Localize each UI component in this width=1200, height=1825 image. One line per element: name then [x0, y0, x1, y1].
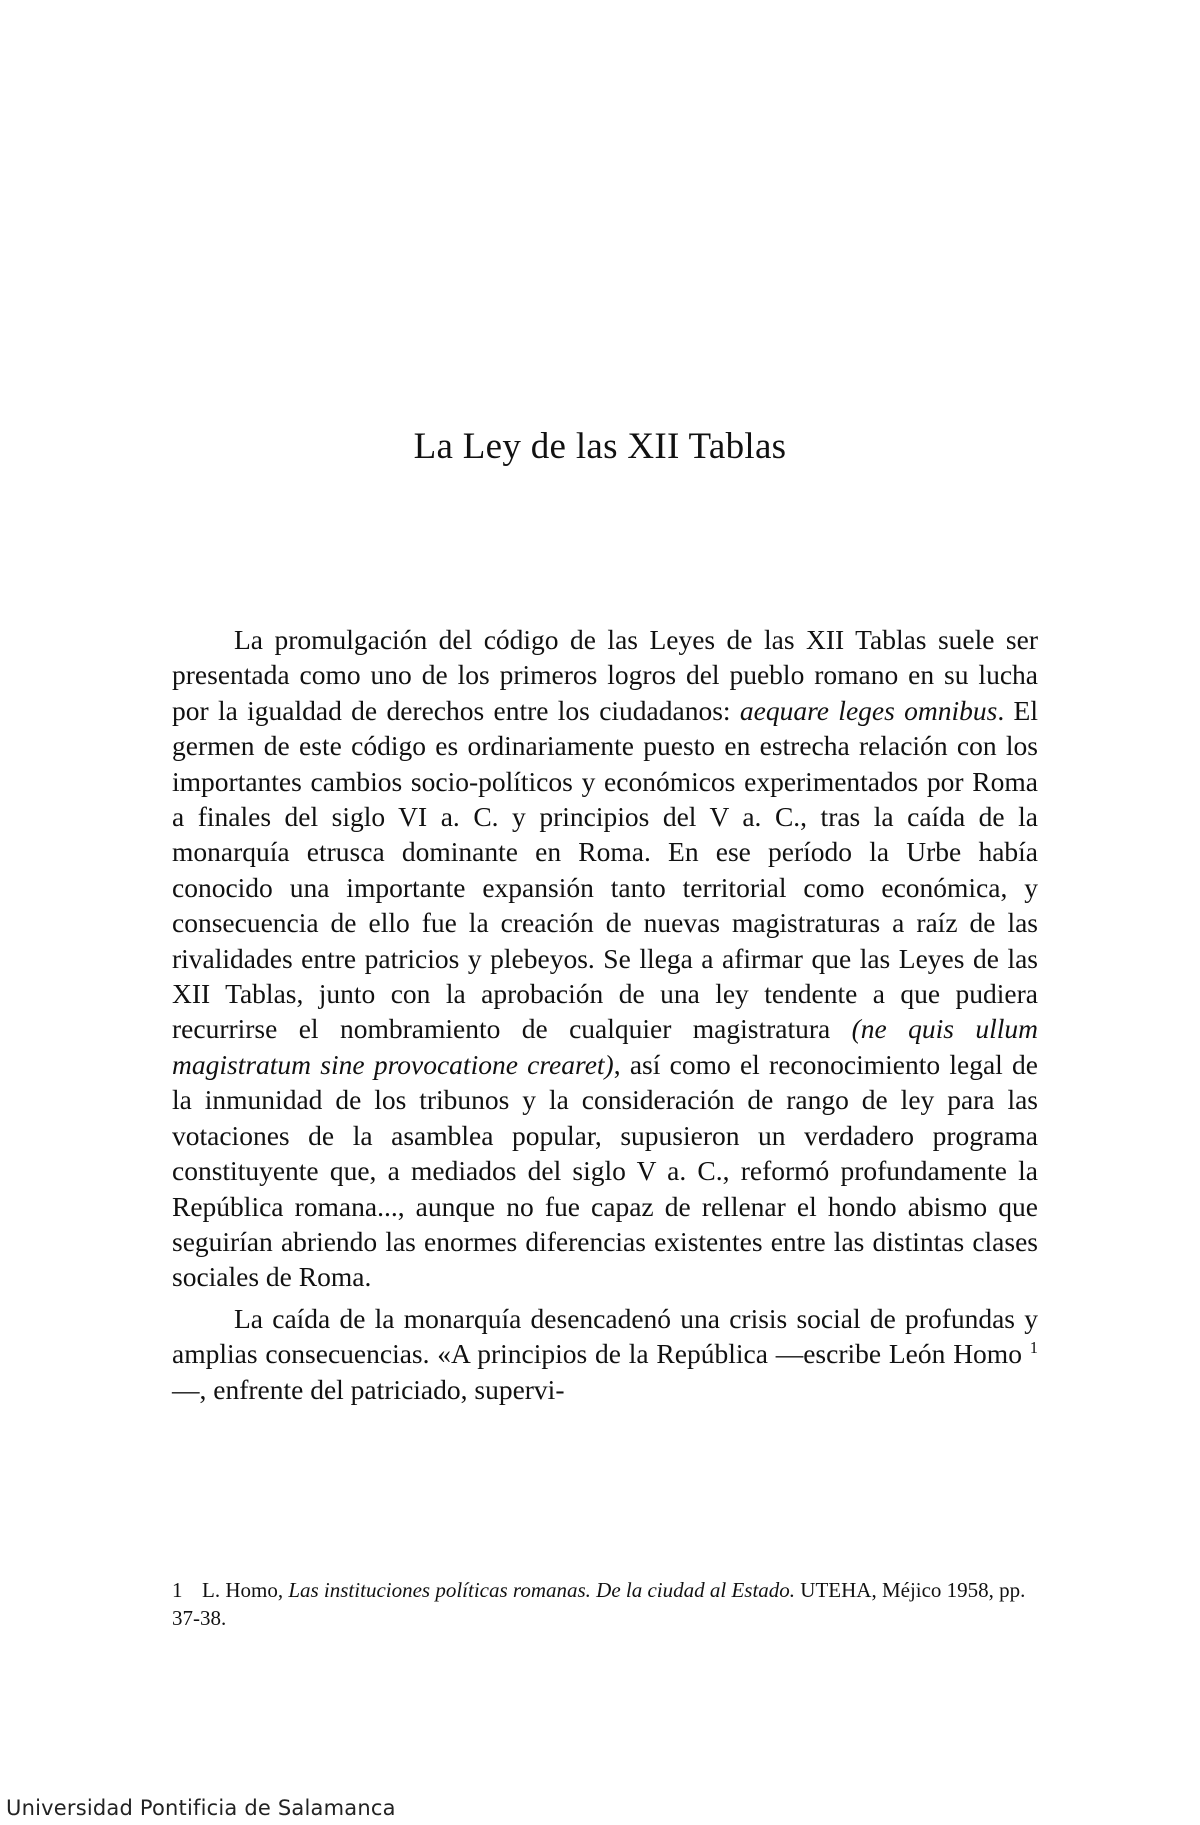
paragraph	[172, 622, 1038, 1295]
text-run: . El germen de este código es ordinariamente puesto en estrecha relación con los importantes cambios socio-políticos y económicos experimentados por Roma a finales del siglo VI a. C. y principios del V a. C., tras la caída de la monarquía etrusca dominante en Roma. En ese período la Urbe había conocido una importante expansión tanto territorial como económica, y consecuencia de ello fue la creación de nuevas magistraturas a raíz de las rivalidades entre patricios y plebeyos. Se llega a afirmar que las Leyes de las XII Tablas, junto con la aprobación de una ley tendente a que pudiera recurrirse el nombramiento de cualquier magistratura	[172, 694, 1038, 1045]
italic-phrase: (ne quis ullum magistratum sine provocatione crearet)	[172, 1013, 1038, 1080]
page-title: La Ley de las XII Tablas	[413, 426, 787, 467]
footnotes	[172, 1576, 1038, 1632]
paragraph	[172, 1301, 1038, 1407]
text-run: , así como el reconocimiento legal de la inmunidad de los tribunos y la consideración de rango de ley para las votaciones de la asamblea popular, supusieron un verdadero programa constituyente que, a mediados del siglo V a. C., reformó profundamente la República romana..., aunque no fue capaz de rellenar el hondo abismo que seguirían abriendo las enormes diferencias existentes entre las distintas clases sociales de Roma.	[172, 1048, 1038, 1293]
body-text	[172, 622, 1038, 1407]
footnote	[172, 1576, 1038, 1632]
text-run: —, enfrente del patriciado, supervi-	[172, 1373, 565, 1405]
text-run: La promulgación del código de las Leyes de las XII Tablas suele ser presentada como uno de los primeros logros del pueblo romano en su lucha por la igualdad de derechos entre los ciudadanos:	[172, 624, 1038, 726]
italic-phrase: Las instituciones políticas romanas. De la ciudad al Estado.	[288, 1578, 796, 1602]
footnote-reference: 1	[1029, 1337, 1038, 1357]
watermark-text: Universidad Pontificia de Salamanca	[6, 1796, 396, 1820]
text-run: L. Homo,	[202, 1578, 289, 1602]
footnote-number: 1	[172, 1578, 183, 1602]
italic-phrase: aequare leges omnibus	[739, 694, 998, 726]
text-run: UTEHA, Méjico 1958, pp. 37-38.	[172, 1578, 1026, 1630]
text-run: La caída de la monarquía desencadenó una crisis social de profundas y amplias consecuencias. «A principios de la República —escribe León Homo	[172, 1302, 1038, 1370]
